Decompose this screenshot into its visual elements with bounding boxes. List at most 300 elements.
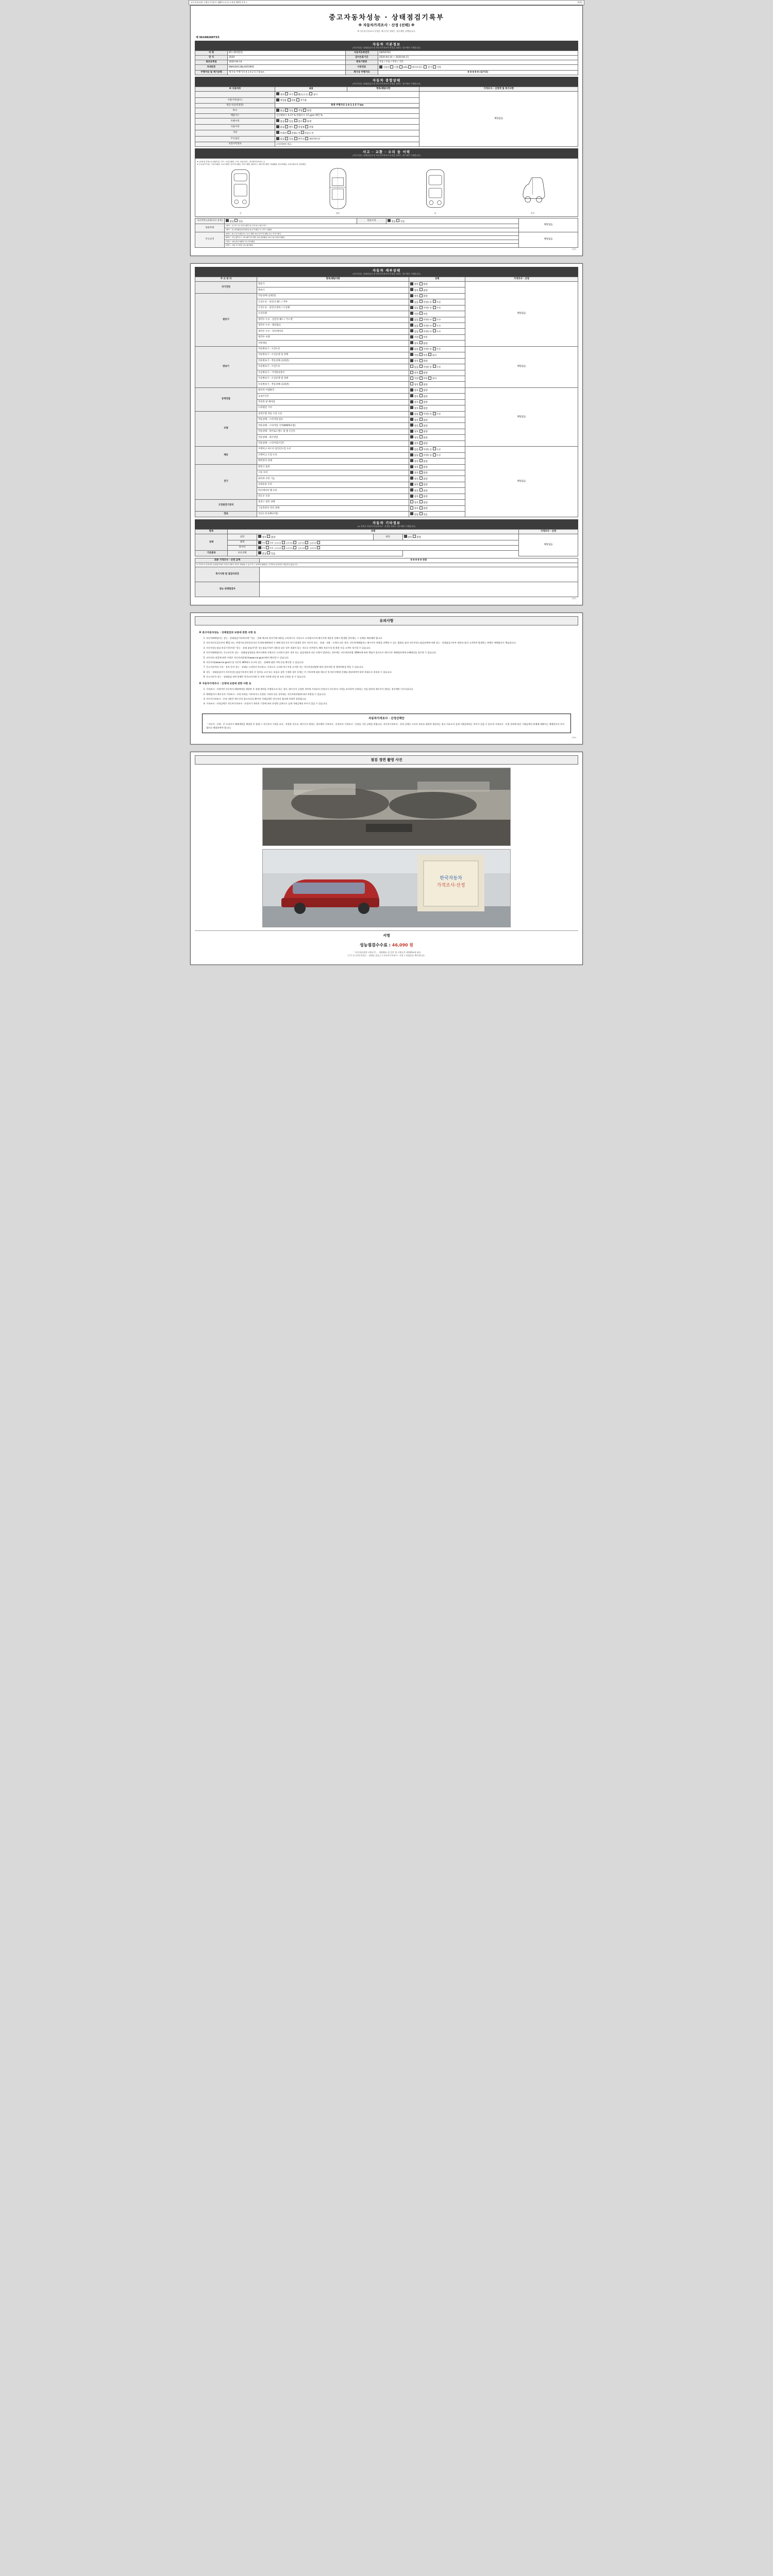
damage-diagram (195, 158, 578, 217)
checkbox-ng[interactable] (419, 495, 423, 498)
page-subtitle: ※ 자동차가격조사 · 산정 (선택) ※ (358, 23, 415, 27)
section-basic-header (195, 41, 578, 50)
color-options: 무채색 전체도색 부분도색 (275, 130, 419, 136)
checkbox-ok[interactable] (410, 495, 413, 498)
checkbox-tire-0[interactable] (282, 546, 285, 549)
checkbox-ng[interactable] (419, 483, 423, 486)
checkbox-ng[interactable] (419, 394, 423, 397)
notice-heading-2: ※ 자동차가격조사 · 산정에 보증에 관한 사항 등 (199, 683, 251, 686)
checkbox-tuning-0[interactable] (276, 109, 279, 112)
row-label: 검사유효기간 (345, 55, 378, 60)
row-value: 2020-04-14 ~ 2020-04-11 (378, 55, 578, 60)
checkbox-yes[interactable] (267, 551, 270, 554)
checkbox-ok[interactable] (410, 341, 413, 344)
checkbox-minor[interactable] (419, 347, 423, 350)
checkbox-leak[interactable] (433, 306, 436, 309)
checkbox-leak[interactable] (433, 453, 436, 456)
detail-item: 자동변속기 - 오일유량 및 상태 (257, 352, 409, 358)
fee-row (195, 940, 578, 950)
sheet-4 (190, 752, 583, 965)
checkbox-ng[interactable] (419, 400, 423, 403)
detail-item: 라디에이터 팬 모터 (257, 488, 409, 494)
overall-row-label: 사용이력(용도) (195, 97, 275, 103)
car-view-rear (392, 166, 479, 215)
checkbox-ok[interactable] (410, 388, 413, 392)
checkbox-none[interactable] (410, 318, 413, 321)
detail-remarks-1: 해당없음 (465, 281, 578, 346)
checkbox-ok[interactable] (410, 377, 413, 380)
detail-opts: 적정 부족 과다 (409, 376, 465, 381)
checkbox-use-2[interactable] (294, 125, 297, 128)
checkbox-ng[interactable] (419, 388, 423, 392)
checkbox-low[interactable] (419, 353, 423, 356)
checkbox-ng[interactable] (419, 465, 423, 468)
detail-item: 냉각수 수량 (257, 334, 409, 340)
checkbox-ng[interactable] (419, 500, 423, 503)
part-line: B랭크 : 12) 휠하우스 13) 패키지트레이 14) 대쉬패널 15) 트렁크플로어패널 (225, 236, 519, 240)
checkbox-tuning-1[interactable] (285, 109, 288, 112)
checkbox-leak[interactable] (433, 300, 436, 303)
checkbox-ok[interactable] (410, 442, 413, 445)
checkbox-ok[interactable] (258, 535, 261, 538)
row-value: K5 (세바엔진) (228, 51, 346, 56)
col-header-1: 내용 (275, 87, 347, 92)
checkbox-ng[interactable] (419, 459, 423, 462)
detail-opts: 양호 불량 (409, 488, 465, 494)
etc-row-label2: 내장 (373, 534, 402, 540)
checkbox-use-1[interactable] (285, 125, 288, 128)
checkbox-option-0[interactable] (276, 137, 279, 140)
detail-item: 동력조향 작동 오일 누유 (257, 411, 409, 417)
etc-row-label: 광택 (228, 540, 257, 545)
detail-opts: 양호 불량 (409, 459, 465, 464)
checkbox-ok[interactable] (410, 500, 413, 503)
detail-opts: 양호 불량 (409, 287, 465, 293)
checkbox-leak[interactable] (433, 329, 436, 332)
checkbox-ng[interactable] (419, 423, 423, 427)
checkbox-ok[interactable] (258, 541, 261, 544)
checkbox-ng[interactable] (419, 471, 423, 474)
checkbox-ng[interactable] (419, 442, 423, 445)
price-survey-box (202, 714, 571, 733)
checkbox-color-0[interactable] (276, 131, 279, 134)
checkbox-ng[interactable] (419, 282, 423, 285)
checkbox-ok[interactable] (410, 371, 413, 374)
checkbox-ok[interactable] (410, 335, 413, 338)
checkbox-fuel-6[interactable] (433, 65, 436, 69)
checkbox-yes[interactable] (419, 512, 423, 515)
accident-row-options: 없음 있음 (386, 218, 519, 224)
rear-view-icon (392, 166, 479, 211)
checkbox-special-0[interactable] (276, 119, 279, 122)
checkbox-use-0[interactable] (276, 125, 279, 128)
checkbox-ok[interactable] (410, 282, 413, 285)
section-overall-note: (자동차성능·상태점검자 및 자동차가격조사·산정을 원하는 경우에만 기재합니다) (352, 82, 421, 86)
section-detail-header (195, 267, 578, 277)
checkbox-color-2[interactable] (301, 131, 304, 134)
detail-group-label: 고전원전기장치 (195, 500, 257, 512)
checkbox-ng[interactable] (419, 294, 423, 297)
checkbox-none[interactable] (410, 329, 413, 332)
checkbox-ng[interactable] (266, 541, 269, 544)
accident-row-label: 단순수리 (357, 218, 386, 224)
detail-opts: 양호 불량 (409, 405, 465, 411)
insurance-note: (보험개발원 제공) (275, 142, 419, 147)
checkbox-ng[interactable] (413, 535, 416, 538)
checkbox-ok[interactable] (410, 418, 413, 421)
checkbox-ok[interactable] (410, 423, 413, 427)
page-title: 중고자동차성능 · 상태점검기록부 (329, 14, 444, 22)
detail-state-table (195, 277, 578, 517)
document-page (0, 0, 773, 965)
tire-pos-3: 동반석후 (309, 547, 316, 550)
detail-opts: 양호 불량 (409, 440, 465, 446)
detail-opts: 양호 불량 (409, 435, 465, 440)
checkbox-ng[interactable] (419, 312, 423, 315)
detail-opts: 양호 불량 (409, 341, 465, 346)
checkbox-usage-2[interactable] (296, 98, 299, 101)
engine-bay-image (263, 768, 510, 845)
checkbox-tire-3[interactable] (317, 546, 320, 549)
notice-item: 5. 자동차의 리콜에 관한 사항은 자동차리콜센터(www.car.go.kr)에서 확인할 수 있습니다. (206, 656, 574, 660)
overall-row-label: 주요옵션 (195, 136, 275, 142)
detail-item: 윈도우 모터 (257, 494, 409, 499)
row-value: 자동 / 수동 / 무단 / 기타 (378, 60, 578, 64)
checkbox-none[interactable] (258, 551, 261, 554)
document-number: 제 5610826973호 (196, 36, 220, 39)
row-label: 연 식 (195, 55, 228, 60)
checkbox-ng[interactable] (419, 341, 423, 344)
overall-row-label: 색상 (195, 130, 275, 136)
section-accident-title: 사고 · 교환 · 수리 등 이력 (362, 150, 411, 154)
emission-value: 일산화탄소 0.17 % 탄화수소 17 ppm 매연 % (275, 114, 419, 118)
detail-item: 원동기 (257, 281, 409, 287)
detail-opts: 없음 미세누수 누수 (409, 329, 465, 334)
checkbox-ok[interactable] (410, 382, 413, 385)
checkbox-low[interactable] (419, 377, 423, 380)
detail-opts: 없음 미세누유 누유 (409, 364, 465, 370)
checkbox-usage-0[interactable] (276, 98, 279, 101)
price-value: 0 0 0 0 0 천원 (260, 558, 578, 563)
checkbox-ok[interactable] (410, 471, 413, 474)
checkbox-ng[interactable] (419, 435, 423, 438)
detail-group-label: 전기 (195, 464, 257, 500)
svg-text:한국자동차: 한국자동차 (440, 875, 462, 881)
notice-title: 유의사항 (195, 616, 578, 625)
checkbox-tuning-2[interactable] (294, 109, 297, 112)
detail-col-2: 상태 (409, 277, 465, 282)
checkbox-fuel-0[interactable] (379, 65, 382, 69)
checkbox-none[interactable] (410, 306, 413, 309)
notice-item: 6. 자동차의(www.car.go.kr) 및 자동차 365에서 중고차 성능 · 상태에 대한 이력 등을 확인할 수 있습니다. (206, 661, 574, 665)
checkbox-ok[interactable] (410, 435, 413, 438)
section-accident-note: (자동차성능·상태점검자 및 자동차가격조사·산정을 원하는 경우에만 기재합니다) (352, 154, 421, 157)
row-label: 변속기종류 (345, 60, 378, 64)
checkbox-ng[interactable] (419, 488, 423, 492)
part-line: A랭크 : 8) 프론트패널 9) 크로스멤버 10) 인사이드패널 11) 사이드멤버 (225, 232, 519, 236)
checkbox-ng[interactable] (267, 535, 270, 538)
checkbox-color-1[interactable] (288, 131, 291, 134)
checkbox-ng[interactable] (419, 371, 423, 374)
checkbox-ok[interactable] (410, 483, 413, 486)
checkbox-ok[interactable] (258, 546, 261, 549)
checkbox-simple-none[interactable] (388, 219, 391, 222)
checkbox-minor[interactable] (419, 412, 423, 415)
etc-row-options2: 양호 불량 (402, 534, 519, 540)
form-meta-right: (3쪽) (577, 1, 582, 4)
detail-item: 브레이크 마스터 실린더오일 누유 (257, 447, 409, 452)
wheel-pos-1: 운전석후 (286, 542, 293, 545)
usage-options: 영업용 관용 자가용 (275, 97, 419, 103)
checkbox-accident-yes[interactable] (234, 219, 238, 222)
checkbox-none[interactable] (410, 447, 413, 450)
checkbox-ok[interactable] (410, 430, 413, 433)
part-line: 1랭크 : 1) 후드 2) 프론트펜더 3) 도어 4) 트렁크리드 (225, 224, 519, 228)
page-tag-2: (3쪽) (572, 597, 576, 600)
row-label: 차 명 (195, 51, 228, 56)
checkbox-vin-3[interactable] (309, 92, 312, 95)
notice-item: 1. 자동차매매업자는 성능 · 상태점검기록부(이하 "성능 · 상태 체크라 한다")에 내용을 고의적으로 거짓으로 고지함으로써 매수인에 재산상 손해가 발생한 경우에는 그 손해를 배상해야 합니다. (206, 637, 574, 640)
meter-value: 0 0 0 0 0 (실거리) (378, 71, 578, 75)
detail-opts: 없음 미세누유 누유 (409, 346, 465, 352)
checkbox-ok[interactable] (410, 288, 413, 291)
detail-col-0: 주 요 장 치 (195, 277, 257, 282)
checkbox-tuning-3[interactable] (303, 109, 306, 112)
detail-group-label: 변속기 (195, 346, 257, 387)
overall-row-label: 원동기(동력전달) (195, 104, 275, 108)
checkbox-none[interactable] (410, 365, 413, 368)
etc-row-label: 기본품목 (195, 551, 228, 556)
fee-label: 성능점검수수료 : (359, 942, 391, 947)
accident-row-options: 없음 있음 (225, 218, 357, 224)
checkbox-leak[interactable] (433, 324, 436, 327)
checkbox-minor[interactable] (419, 447, 423, 450)
checkbox-leak[interactable] (433, 318, 436, 321)
checkbox-ok[interactable] (410, 477, 413, 480)
checkbox-minor[interactable] (419, 329, 423, 332)
checkbox-vin-2[interactable] (294, 92, 297, 95)
checkbox-accident-none[interactable] (226, 219, 229, 222)
checkbox-wheel-2[interactable] (305, 541, 308, 544)
detail-opts: 양호 불량 (409, 494, 465, 499)
checkbox-ng[interactable] (419, 406, 423, 409)
diagram-note-1: ※ (교체 및 부착) 1) 외판부위 : 후드, 프론트펜더, 도어, 트렁크리드, 라디에이터서포트 등 (197, 161, 265, 163)
detail-item: 자동변속기 - 오일누유 (257, 346, 409, 352)
detail-item: 배력장치 상태 (257, 459, 409, 464)
checkbox-minor[interactable] (419, 365, 423, 368)
checkbox-over[interactable] (428, 353, 431, 356)
detail-group-label: 조향 (195, 411, 257, 447)
basic-info-table (195, 50, 578, 75)
checkbox-special-2[interactable] (294, 119, 297, 122)
front-exterior-photo (262, 849, 511, 927)
col-header-0: ※ 사용여부 (195, 87, 275, 92)
detail-group-label: 연료 (195, 512, 257, 517)
tire-pos-2: 동반석전 (297, 547, 305, 550)
checkbox-none[interactable] (410, 412, 413, 415)
car-view-top (294, 166, 381, 215)
checkbox-wheel-0[interactable] (282, 541, 285, 544)
notice-item: 1. 가격조사 · 산정이란 자동차의 매매계약을 체결한 후 장래 계약을 이행하고자 하는 경우, 매수인이 신청한 경우에 가격조사·산정자가 자동차의 가격을 조사하여 산정하는 것을 말하며 매수인이 원하는 경우에만 이루어집니다. (206, 688, 574, 691)
page-note: ※ 자동차가격조사·산정은 매수인이 원하는 경우에만 선택합니다. (357, 30, 416, 32)
checkbox-simple-yes[interactable] (396, 219, 399, 222)
detail-opts: 양호 불량 (409, 358, 465, 364)
col-header-2: 항목/해당사항 (347, 87, 419, 92)
checkbox-leak[interactable] (433, 365, 436, 368)
checkbox-ng[interactable] (419, 288, 423, 291)
mileage-highlight: 현재 주행거리 1 0 1 2 5 7 km (275, 104, 419, 108)
checkbox-none[interactable] (410, 300, 413, 303)
checkbox-ok[interactable] (410, 400, 413, 403)
footer-note (195, 950, 578, 960)
checkbox-option-3[interactable] (305, 137, 308, 140)
car-view-label: 뒤 (434, 212, 436, 214)
detail-opts: 없음 미세누유 누유 (409, 299, 465, 305)
checkbox-ok[interactable] (410, 312, 413, 315)
checkbox-special-1[interactable] (285, 119, 288, 122)
detail-opts: 양호 불량 (409, 281, 465, 287)
checkbox-ng[interactable] (266, 546, 269, 549)
overall-row-label: 배출가스 (195, 114, 275, 118)
detail-opts: 없음 미세누유 누유 (409, 305, 465, 311)
detail-opts: 없음 미세누수 누수 (409, 323, 465, 329)
special-history-options: 없음 있음 침수 화재 (275, 118, 419, 124)
checkbox-ng[interactable] (419, 418, 423, 421)
checkbox-ng[interactable] (419, 477, 423, 480)
checkbox-ng[interactable] (419, 359, 423, 362)
notice-item: 4. 가격조사 · 산정금액은 자동차가격조사 · 산정자가 객관적 기준에 따라 산정한 금액으로 실제 거래금액과 차이가 있을 수 있습니다. (206, 702, 574, 706)
detail-opts: 양호 불량 (409, 505, 465, 511)
checkbox-wheel-1[interactable] (293, 541, 296, 544)
checkbox-use-3[interactable] (305, 125, 308, 128)
section-basic-title: 자동차 기본정보 (372, 42, 401, 46)
checkbox-none[interactable] (410, 324, 413, 327)
detail-item: 추진축 및 베어링 (257, 399, 409, 405)
row-label: 자동차등록번호 (345, 51, 378, 56)
detail-group-label: 원동기 (195, 293, 257, 346)
checkbox-vin-1[interactable] (285, 92, 288, 95)
overall-row-label (195, 92, 275, 97)
notice-item: 3. 자동차성능점검 보증기간(이하 "성능 · 상태 점검자")은 성능점검기록부 내용과 다른 경우 결함이 있는 것으로 간주하며, 해당 보증수리 및 환불 등을 고객이 청구할 수 있습니다. (206, 647, 574, 650)
checkbox-vin-0[interactable] (276, 92, 279, 95)
checkbox-ok[interactable] (404, 535, 407, 538)
etc-row-label: 외장 (228, 534, 257, 540)
checkbox-ok[interactable] (410, 506, 413, 510)
notice-item: 8. 성능 · 상태점검자가 자동차성능점검기록부의 항목 중 일부를 고의 또는 과실로 잘못 기재한 경우 등에는 이 기록부에 따라 매도인 및 매수인에게 손해를 배상하여야 하며 보험으로 처리할 수 있습니다. (206, 671, 574, 674)
etc-col-0: 항목 (195, 530, 228, 534)
tire-pos-1: 운전석후 (286, 547, 293, 550)
checkbox-ok[interactable] (410, 359, 413, 362)
notice-item: 2. 자동차인도일로부터 30일 또는 주행거리 2천킬로미터 이내에 매매계약 시 매매 보증기간 등이 발생한 경우 자동차 성능 · 상태 · 내용 · 고객의 다른 경우, 자동차매매업자는 매수인이 차량을 선택할 수 있는 범위를 달리 자동차성능점검장에게 아래 성능 · 상태점검기록부 내용과 달리 고지하여 발생하는 분쟁은 매매업자가 책임집니다. (206, 641, 574, 645)
checkbox-leak[interactable] (433, 347, 436, 350)
checkbox-none[interactable] (410, 347, 413, 350)
checkbox-special-3[interactable] (303, 119, 306, 122)
checkbox-tire-1[interactable] (293, 546, 296, 549)
part-line: 2랭크 : 5) 쿼터패널(리어펜더) 6) 루프패널 7) 사이드실패널 (225, 228, 519, 232)
checkbox-leak[interactable] (433, 447, 436, 450)
checkbox-minor[interactable] (419, 306, 423, 309)
detail-opts: 양호 불량 (409, 399, 465, 405)
photo-section-title: 점검 정면 촬영 사진 (195, 755, 578, 765)
section-accident-header (195, 148, 578, 158)
overall-row-label: 보험이력정보 (195, 142, 275, 147)
detail-item: 연료누설 (LPG포함) (257, 512, 409, 517)
accident-remarks-2: 해당없음 (519, 232, 578, 247)
detail-opts: 없음 미세누유 누유 (409, 447, 465, 452)
checkbox-ok[interactable] (410, 406, 413, 409)
checkbox-ng[interactable] (419, 382, 423, 385)
checkbox-fuel-4[interactable] (424, 65, 427, 69)
detail-opts: 적정 부족 과다 (409, 352, 465, 358)
checkbox-none[interactable] (410, 453, 413, 456)
detail-item: 작동상태 - 피트먼암 (257, 435, 409, 440)
detail-item: 냉각수 누수 - 실린더 헤드 / 가스켓 (257, 317, 409, 323)
part-line: C랭크 : 16) 플로어패널 17) 리어패널 (225, 240, 519, 244)
sheet-2 (190, 263, 583, 605)
checkbox-ok[interactable] (410, 353, 413, 356)
checkbox-ok[interactable] (410, 488, 413, 492)
row-label: 사용연료 (345, 64, 378, 70)
checkbox-option-1[interactable] (285, 137, 288, 140)
detail-item: 냉각수 누수 - 워터펌프 (257, 323, 409, 329)
etc-row-options: 양호 불량 (257, 534, 374, 540)
checkbox-minor[interactable] (419, 300, 423, 303)
checkbox-usage-1[interactable] (288, 98, 291, 101)
checkbox-fuel-2[interactable] (399, 65, 402, 69)
checkbox-ng[interactable] (419, 335, 423, 338)
overall-table (195, 87, 578, 147)
checkbox-ng[interactable] (419, 506, 423, 510)
sheet-1 (190, 5, 583, 256)
page-tag-3: (3쪽) (572, 736, 576, 739)
detail-opts: 양호 불량 (409, 370, 465, 376)
checkbox-ng[interactable] (419, 430, 423, 433)
checkbox-minor[interactable] (419, 324, 423, 327)
detail-opts: 양호 불량 (409, 387, 465, 393)
checkbox-ok[interactable] (410, 465, 413, 468)
row-value: KNAG6413BLA055905 (228, 64, 346, 70)
col-header-3: 가격조사 · 산정액 및 특기사항 (419, 87, 578, 92)
checkbox-minor[interactable] (419, 318, 423, 321)
checkbox-leak[interactable] (433, 412, 436, 415)
price-survey-title: 자동차가격조사 · 산정선택안 (368, 717, 405, 721)
checkbox-fuel-3[interactable] (408, 65, 411, 69)
svg-text:가격조사·산정: 가격조사·산정 (436, 883, 465, 888)
checkbox-fuel-1[interactable] (390, 65, 393, 69)
checkbox-wheel-3[interactable] (317, 541, 320, 544)
detail-remarks-2: 해당없음 (465, 346, 578, 387)
checkbox-minor[interactable] (419, 453, 423, 456)
checkbox-option-2[interactable] (294, 137, 297, 140)
overall-row-label: 사용이력 (195, 124, 275, 130)
price-note: ※ 가격조사·산정자의 실제평가액과 가격조사액이 차이가 발생할 수 있으며 그 차액에 대해서는 가격조사·산정자가 책임지지 않습니다. (195, 563, 578, 567)
odometer-label: 주행거리 및 계기상태 (195, 71, 228, 75)
checkbox-ok[interactable] (410, 459, 413, 462)
notice-item: 9. 중고자동차 성능 · 상태점검 관련 분쟁은 한국소비자원 등 관계 기관에 상담 및 조정 신청을 할 수 있습니다. (206, 675, 574, 679)
detail-opts: 양호 불량 (409, 429, 465, 434)
detail-opts: 양호 불량 (409, 417, 465, 423)
checkbox-tire-2[interactable] (305, 546, 308, 549)
checkbox-none[interactable] (410, 512, 413, 515)
remarks-label: 특기사항 및 점검자의견 (195, 567, 260, 582)
inspector-label: 성능·상태점검자 (195, 582, 260, 597)
detail-item: 충전구 절연 상태 (257, 500, 409, 505)
checkbox-ok[interactable] (410, 394, 413, 397)
row-label: 차대번호 (195, 64, 228, 70)
checkbox-ok[interactable] (410, 294, 413, 297)
price-survey-text: 「자동차 · 산정」은 소비자가 매매계약을 체결한 후 장래 그 자동차의 가격을 조사 · 산정한 것으로, 매수인이 원하는 경우에만 가격조사 · 산정자의 가격조사 · 산정을 거친 금액을 말합니다. 자동차가격조사 · 산정 금액은 소비자 보호를 위하여 제공하는 참고 자료로서 실제 거래금액과는 차이가 있을 수 있으며 가격조사 · 산정 결과에 따른 거래금액의 분쟁에 대해서는 매매당사자 간의 협의로 해결하여야 합니다. (206, 723, 565, 729)
checkbox-over[interactable] (428, 377, 431, 380)
